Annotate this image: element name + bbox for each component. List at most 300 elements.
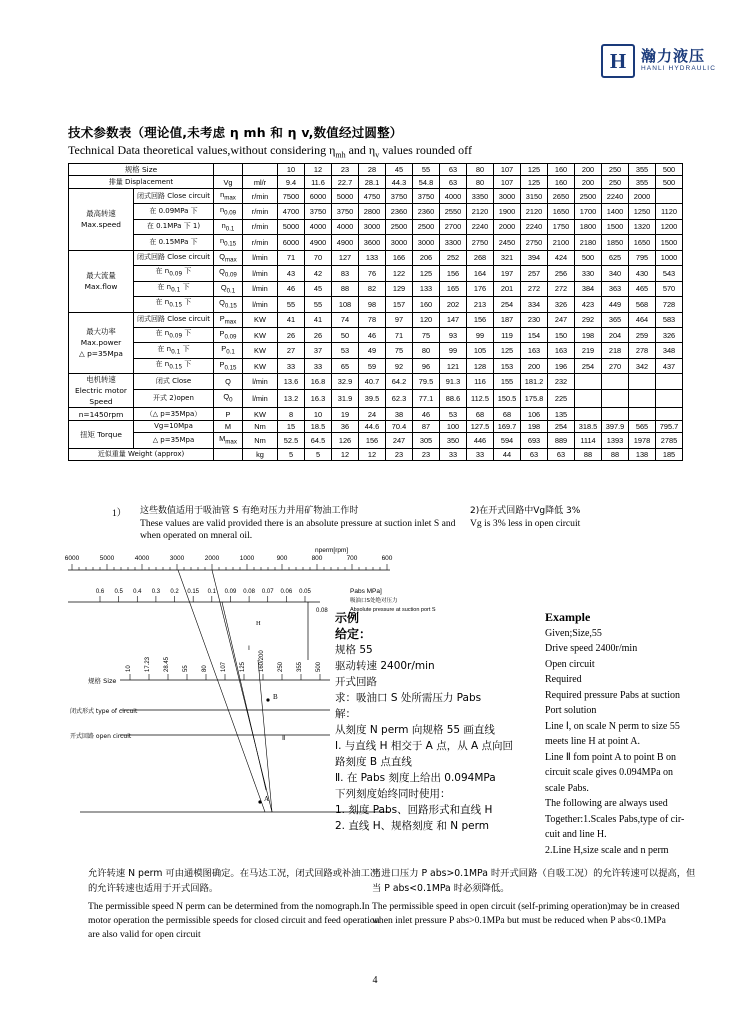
svg-text:H: H bbox=[256, 620, 261, 627]
table-cell: 150 bbox=[548, 328, 575, 343]
table-cell: 2450 bbox=[494, 235, 521, 250]
table-cell: 33 bbox=[278, 358, 305, 373]
table-cell: 181.2 bbox=[521, 374, 548, 389]
table-cell: 5 bbox=[278, 448, 305, 460]
row-symbol: $Q_0$ bbox=[214, 389, 243, 408]
table-cell: 1750 bbox=[548, 219, 575, 234]
table-cell: 1400 bbox=[602, 204, 629, 219]
table-cell: 254 bbox=[494, 297, 521, 312]
table-header-row bbox=[69, 164, 683, 176]
row-label: 闭式回路 Close circuit bbox=[134, 312, 214, 327]
table-cell: 326 bbox=[548, 297, 575, 312]
table-cell: 201 bbox=[494, 281, 521, 296]
table-cell: 80 bbox=[413, 343, 440, 358]
row-unit: r/min bbox=[243, 219, 278, 234]
table-cell: 218 bbox=[602, 343, 629, 358]
svg-text:0.05: 0.05 bbox=[299, 589, 311, 595]
header-size-355: 355 bbox=[629, 164, 656, 176]
table-cell: 1900 bbox=[494, 204, 521, 219]
header-size-28: 28 bbox=[359, 164, 386, 176]
table-cell: 8 bbox=[278, 408, 305, 420]
table-cell: 156 bbox=[440, 266, 467, 281]
table-cell: 247 bbox=[386, 433, 413, 448]
table-cell: 163 bbox=[521, 343, 548, 358]
table-cell: 71 bbox=[386, 328, 413, 343]
table-cell: 32.9 bbox=[332, 374, 359, 389]
table-cell: 99 bbox=[467, 328, 494, 343]
table-cell: 112.5 bbox=[467, 389, 494, 408]
table-cell: 1120 bbox=[656, 204, 683, 219]
table-cell: 100 bbox=[440, 420, 467, 432]
table-cell: 97 bbox=[386, 312, 413, 327]
row-symbol: $Q_{0.1}$ bbox=[214, 281, 243, 296]
table-cell: 26 bbox=[305, 328, 332, 343]
table-cell: 122 bbox=[386, 266, 413, 281]
table-cell: 126 bbox=[332, 433, 359, 448]
table-row bbox=[69, 235, 683, 250]
table-cell: 568 bbox=[629, 297, 656, 312]
table-row bbox=[69, 408, 683, 420]
table-cell: 74 bbox=[332, 312, 359, 327]
text-line: Ⅰ. 与直线 H 相交于 A 点，从 A 点向回 bbox=[335, 740, 514, 752]
table-cell: 154 bbox=[521, 328, 548, 343]
table-cell: 39.5 bbox=[359, 389, 386, 408]
svg-text:B: B bbox=[273, 693, 278, 701]
title-english bbox=[68, 143, 688, 159]
table-cell: 1650 bbox=[548, 204, 575, 219]
table-cell: 71 bbox=[278, 250, 305, 265]
text-line: Required pressure Pabs at suction bbox=[545, 689, 680, 701]
table-cell bbox=[602, 389, 629, 408]
table-cell: 693 bbox=[521, 433, 548, 448]
table-cell: 15 bbox=[278, 420, 305, 432]
text-line: 开式回路 bbox=[335, 676, 377, 688]
svg-text:6000: 6000 bbox=[64, 555, 80, 562]
table-cell: 889 bbox=[548, 433, 575, 448]
table-cell: 26 bbox=[278, 328, 305, 343]
row-unit: KW bbox=[243, 343, 278, 358]
header-unit bbox=[243, 164, 278, 176]
svg-text:5000: 5000 bbox=[99, 555, 115, 562]
table-cell: 795.7 bbox=[656, 420, 683, 432]
table-cell: 363 bbox=[602, 281, 629, 296]
table-cell: 423 bbox=[575, 297, 602, 312]
table-cell: 44 bbox=[494, 448, 521, 460]
table-cell: 430 bbox=[629, 266, 656, 281]
table-cell: 254 bbox=[548, 420, 575, 432]
table-cell: 133 bbox=[413, 281, 440, 296]
table-cell: 78 bbox=[359, 312, 386, 327]
table-cell bbox=[602, 408, 629, 420]
table-cell: 197 bbox=[494, 266, 521, 281]
example-cn-solution bbox=[335, 722, 525, 786]
table-cell: 138 bbox=[629, 448, 656, 460]
table-cell bbox=[656, 188, 683, 203]
example-cn-solution-head: 解： bbox=[335, 708, 356, 720]
table-cell: 163 bbox=[548, 343, 575, 358]
table-row bbox=[69, 389, 683, 408]
table-cell: 465 bbox=[629, 281, 656, 296]
svg-text:10: 10 bbox=[126, 665, 132, 672]
table-cell: 49 bbox=[359, 343, 386, 358]
title-en-pre: Technical Data theoretical values,without considering η bbox=[68, 143, 336, 157]
row-symbol: $M_{max}$ bbox=[214, 433, 243, 448]
row-symbol: $Q_{0.15}$ bbox=[214, 297, 243, 312]
row-label: 在 $n_{0.09}$ 下 bbox=[134, 266, 214, 281]
table-cell: 33 bbox=[440, 448, 467, 460]
table-cell: 1978 bbox=[629, 433, 656, 448]
table-cell: 147 bbox=[440, 312, 467, 327]
svg-text:0.07: 0.07 bbox=[261, 589, 274, 595]
logo-name-en: HANLI HYDRAULIC bbox=[640, 65, 716, 73]
table-cell: 70 bbox=[305, 250, 332, 265]
table-cell: 350 bbox=[440, 433, 467, 448]
table-row bbox=[69, 328, 683, 343]
bottom-left-en: The permissible speed N perm can be determined from the nomograph.In motor operation the permissible speeds for closed circuit and feed operation are also valid for open circuit bbox=[88, 901, 380, 940]
svg-text:355: 355 bbox=[297, 661, 303, 672]
table-cell: 165 bbox=[440, 281, 467, 296]
table-cell: 2650 bbox=[548, 188, 575, 203]
table-cell: 3350 bbox=[467, 188, 494, 203]
table-cell: 2800 bbox=[359, 204, 386, 219]
table-cell: 278 bbox=[629, 343, 656, 358]
table-cell: 45 bbox=[305, 281, 332, 296]
row-group-label: 最大流量 Max.flow bbox=[69, 250, 134, 312]
table-cell: 93 bbox=[440, 328, 467, 343]
footnote-left-cn: 这些数值适用于吸油管 S 有绝对压力并用矿物油工作时 bbox=[140, 506, 359, 516]
row-symbol: $P_{max}$ bbox=[214, 312, 243, 327]
table-cell: 65 bbox=[332, 358, 359, 373]
table-cell: 2240 bbox=[467, 219, 494, 234]
table-cell: 3750 bbox=[413, 188, 440, 203]
svg-text:开式回路 open circuit: 开式回路 open circuit bbox=[70, 733, 132, 740]
table-cell: 50 bbox=[332, 328, 359, 343]
table-cell: 2120 bbox=[521, 204, 548, 219]
table-cell: 63 bbox=[548, 448, 575, 460]
table-cell: 41 bbox=[278, 312, 305, 327]
table-cell bbox=[656, 408, 683, 420]
example-english bbox=[545, 610, 720, 858]
row-label: 闭式回路 Close circuit bbox=[134, 250, 214, 265]
svg-text:0.08: 0.08 bbox=[243, 589, 255, 595]
row-group-label: 最大功率 Max.power △ p=35Mpa bbox=[69, 312, 134, 374]
table-row bbox=[69, 297, 683, 312]
table-cell: 1500 bbox=[656, 235, 683, 250]
row-unit: KW bbox=[243, 358, 278, 373]
page-title bbox=[68, 123, 688, 159]
svg-text:1000: 1000 bbox=[239, 555, 255, 562]
example-cn-given-head: 给定： bbox=[335, 627, 372, 641]
row-label: 开式 2)open bbox=[134, 389, 214, 408]
table-cell: 449 bbox=[602, 297, 629, 312]
bottom-left-cn: 允许转速 N perm 可由通模图确定。在马达工况，闭式回路或补油工况的允许转速也适用于开式回路。 bbox=[88, 868, 380, 894]
table-cell: 2700 bbox=[440, 219, 467, 234]
bottom-right-cn: 当进口压力 P abs>0.1MPa 时开式回路（自吸工况）的允许转速可以提高，但当 P abs<0.1MPa 时必须降低。 bbox=[372, 868, 696, 894]
row-label: Vg=10Mpa bbox=[134, 420, 214, 432]
table-cell: 256 bbox=[548, 266, 575, 281]
svg-text:2000: 2000 bbox=[204, 555, 220, 562]
table-cell: 318.5 bbox=[575, 420, 602, 432]
row-label: 排量 Displacement bbox=[69, 176, 214, 188]
row-label: 闭式 Close bbox=[134, 374, 214, 389]
header-size-107: 107 bbox=[494, 164, 521, 176]
table-cell: 27 bbox=[278, 343, 305, 358]
text-line: 驱动转速 2400r/min bbox=[335, 660, 435, 672]
table-cell: 7500 bbox=[278, 188, 305, 203]
table-cell: 594 bbox=[494, 433, 521, 448]
table-cell: 99 bbox=[440, 343, 467, 358]
bottom-right-en: The permissible speed in open circuit (self-priming operation)may be in creased when inlet pressure P abs>0.1MPa but must be reduced when P abs<0.1MPa bbox=[372, 901, 680, 926]
footnote-index: 1） bbox=[112, 508, 127, 519]
table-cell: 156 bbox=[359, 433, 386, 448]
header-size-55: 55 bbox=[413, 164, 440, 176]
table-cell: 1250 bbox=[629, 204, 656, 219]
table-cell: 18.5 bbox=[305, 420, 332, 432]
table-cell bbox=[575, 374, 602, 389]
table-row bbox=[69, 358, 683, 373]
table-cell: 570 bbox=[656, 281, 683, 296]
table-cell: 11.6 bbox=[305, 176, 332, 188]
table-cell: 204 bbox=[602, 328, 629, 343]
table-cell: 88.6 bbox=[440, 389, 467, 408]
table-cell: 46 bbox=[278, 281, 305, 296]
table-cell: 2180 bbox=[575, 235, 602, 250]
table-cell: 185 bbox=[656, 448, 683, 460]
table-cell: 5000 bbox=[278, 219, 305, 234]
svg-text:800: 800 bbox=[311, 555, 323, 562]
row-unit: l/min bbox=[243, 250, 278, 265]
table-cell: 160 bbox=[548, 176, 575, 188]
table-cell: 2500 bbox=[413, 219, 440, 234]
row-label: 近似重量 Weight (approx) bbox=[69, 448, 214, 460]
table-cell: 334 bbox=[521, 297, 548, 312]
table-cell: 3000 bbox=[494, 188, 521, 203]
table-cell: 500 bbox=[656, 176, 683, 188]
table-cell: 202 bbox=[440, 297, 467, 312]
header-size-200: 200 bbox=[575, 164, 602, 176]
table-cell: 292 bbox=[575, 312, 602, 327]
table-cell: 3750 bbox=[332, 204, 359, 219]
table-cell: 3000 bbox=[359, 219, 386, 234]
table-cell: 63 bbox=[521, 448, 548, 460]
table-cell: 2240 bbox=[521, 219, 548, 234]
header-size-45: 45 bbox=[386, 164, 413, 176]
table-cell: 87 bbox=[413, 420, 440, 432]
table-cell: 272 bbox=[521, 281, 548, 296]
table-cell: 119 bbox=[494, 328, 521, 343]
example-cn-title: 示例 bbox=[335, 611, 360, 625]
table-cell: 22.7 bbox=[332, 176, 359, 188]
row-unit: l/min bbox=[243, 266, 278, 281]
table-cell: 64.2 bbox=[386, 374, 413, 389]
table-cell: 36 bbox=[332, 420, 359, 432]
text-line: Ⅱ. 在 Pabs 刻度上给出 0.094MPa bbox=[335, 772, 496, 784]
row-unit: kg bbox=[243, 448, 278, 460]
table-cell: 250 bbox=[602, 176, 629, 188]
table-cell: 4000 bbox=[440, 188, 467, 203]
svg-text:55: 55 bbox=[183, 665, 189, 672]
table-cell: 153 bbox=[494, 358, 521, 373]
table-cell: 70.4 bbox=[386, 420, 413, 432]
table-cell: 268 bbox=[467, 250, 494, 265]
example-cn-required: 求：吸油口 S 处所需压力 Pabs bbox=[335, 692, 482, 704]
table-cell: 98 bbox=[359, 297, 386, 312]
svg-text:0.06: 0.06 bbox=[280, 589, 293, 595]
table-cell: 437 bbox=[656, 358, 683, 373]
table-cell: 82 bbox=[359, 281, 386, 296]
header-size-80: 80 bbox=[467, 164, 494, 176]
table-cell: 59 bbox=[359, 358, 386, 373]
table-cell: 1850 bbox=[602, 235, 629, 250]
table-row bbox=[69, 281, 683, 296]
table-cell: 252 bbox=[440, 250, 467, 265]
table-cell: 3750 bbox=[305, 204, 332, 219]
table-cell: 365 bbox=[602, 312, 629, 327]
table-cell: 107 bbox=[494, 176, 521, 188]
table-cell: 225 bbox=[548, 389, 575, 408]
table-row bbox=[69, 448, 683, 460]
table-cell: 40.7 bbox=[359, 374, 386, 389]
row-unit: l/min bbox=[243, 374, 278, 389]
table-cell: 10 bbox=[305, 408, 332, 420]
table-cell: 44.6 bbox=[359, 420, 386, 432]
table-cell: 230 bbox=[521, 312, 548, 327]
table-cell: 1650 bbox=[629, 235, 656, 250]
row-unit: KW bbox=[243, 312, 278, 327]
table-cell: 257 bbox=[521, 266, 548, 281]
text-line: Given;Size,55 bbox=[545, 627, 602, 639]
table-cell: 1320 bbox=[629, 219, 656, 234]
text-line: 从刻度 N perm 向规格 55 画直线 bbox=[335, 724, 495, 736]
table-cell: 43 bbox=[278, 266, 305, 281]
header-size-250: 250 bbox=[602, 164, 629, 176]
title-en-sub2: v bbox=[375, 150, 380, 160]
table-cell: 270 bbox=[602, 358, 629, 373]
table-cell: 108 bbox=[332, 297, 359, 312]
table-cell: 196 bbox=[548, 358, 575, 373]
title-en-post: values rounded off bbox=[379, 143, 472, 157]
row-group-label: 扭矩 Torque bbox=[69, 420, 134, 448]
table-cell: 583 bbox=[656, 312, 683, 327]
table-cell: 4750 bbox=[359, 188, 386, 203]
table-cell: 625 bbox=[602, 250, 629, 265]
text-line: meets line H at point A. bbox=[545, 736, 640, 747]
table-row bbox=[69, 188, 683, 203]
footnote-right bbox=[470, 505, 700, 530]
table-cell: 169.7 bbox=[494, 420, 521, 432]
header-size-23: 23 bbox=[332, 164, 359, 176]
title-en-mid: and η bbox=[345, 143, 376, 157]
table-cell: 187 bbox=[494, 312, 521, 327]
svg-text:Ⅱ: Ⅱ bbox=[282, 735, 286, 742]
svg-text:600: 600 bbox=[381, 555, 393, 562]
table-cell: 2500 bbox=[575, 188, 602, 203]
row-unit: l/min bbox=[243, 389, 278, 408]
header-symbol bbox=[214, 164, 243, 176]
row-symbol: $P_{0.15}$ bbox=[214, 358, 243, 373]
svg-text:0.3: 0.3 bbox=[151, 589, 161, 595]
row-unit: Nm bbox=[243, 433, 278, 448]
table-cell: 3750 bbox=[386, 188, 413, 203]
text-line: Required bbox=[545, 674, 582, 685]
table-cell: 259 bbox=[629, 328, 656, 343]
row-label: 在 $n_{0.1}$ 下 bbox=[134, 281, 214, 296]
footnote-left-en: These values are valid provided there is an absolute pressure at suction inlet S and when operated on mneral oil. bbox=[140, 517, 456, 541]
table-cell: 219 bbox=[575, 343, 602, 358]
table-cell: 1500 bbox=[602, 219, 629, 234]
table-cell: 3000 bbox=[413, 235, 440, 250]
table-cell: 2360 bbox=[413, 204, 440, 219]
example-en-title: Example bbox=[545, 610, 591, 624]
svg-text:规格 Size: 规格 Size bbox=[88, 677, 117, 685]
row-label: 闭式回路 Close circuit bbox=[134, 188, 214, 203]
table-cell: 13.2 bbox=[278, 389, 305, 408]
row-symbol: Vg bbox=[214, 176, 243, 188]
table-cell: 133 bbox=[359, 250, 386, 265]
table-row bbox=[69, 176, 683, 188]
table-cell: 55 bbox=[278, 297, 305, 312]
table-cell: 16.8 bbox=[305, 374, 332, 389]
row-label: 在 0.09MPa 下 bbox=[134, 204, 214, 219]
svg-text:17.23: 17.23 bbox=[145, 656, 151, 672]
table-row bbox=[69, 204, 683, 219]
table-cell: 2000 bbox=[494, 219, 521, 234]
row-unit: r/min bbox=[243, 188, 278, 203]
svg-text:Ⅰ: Ⅰ bbox=[248, 645, 250, 652]
table-cell: 63 bbox=[440, 176, 467, 188]
table-cell: 2000 bbox=[629, 188, 656, 203]
table-cell: 79.5 bbox=[413, 374, 440, 389]
table-cell: 116 bbox=[467, 374, 494, 389]
example-en-lines bbox=[545, 626, 720, 859]
table-cell: 105 bbox=[467, 343, 494, 358]
text-line: 1. 刻度 Pabs、回路形式和直线 H bbox=[335, 804, 493, 816]
logo-mark-icon: H bbox=[601, 44, 635, 78]
table-cell: 3150 bbox=[521, 188, 548, 203]
table-cell: 2785 bbox=[656, 433, 683, 448]
table-cell bbox=[629, 374, 656, 389]
table-cell: 92 bbox=[386, 358, 413, 373]
row-unit: KW bbox=[243, 328, 278, 343]
table-cell: 543 bbox=[656, 266, 683, 281]
table-cell: 200 bbox=[575, 176, 602, 188]
row-symbol: Q bbox=[214, 374, 243, 389]
table-cell: 272 bbox=[548, 281, 575, 296]
table-cell: 128 bbox=[467, 358, 494, 373]
table-cell: 254 bbox=[575, 358, 602, 373]
text-line: 2.Line H,size scale and n perm bbox=[545, 844, 669, 856]
table-row bbox=[69, 343, 683, 358]
table-cell: 135 bbox=[548, 408, 575, 420]
table-cell: 13.6 bbox=[278, 374, 305, 389]
text-line: Line Ⅰ, on scale N perm to size 55 bbox=[545, 720, 680, 732]
table-cell: 3300 bbox=[440, 235, 467, 250]
table-cell: 160 bbox=[413, 297, 440, 312]
company-logo bbox=[601, 44, 716, 78]
table-cell: 164 bbox=[467, 266, 494, 281]
footnote-right-en: Vg is 3% less in open circuit bbox=[470, 517, 581, 529]
table-cell: 330 bbox=[575, 266, 602, 281]
table-cell: 28.1 bbox=[359, 176, 386, 188]
table-row bbox=[69, 420, 683, 432]
text-line: The following are always used bbox=[545, 798, 668, 809]
text-line: 规格 55 bbox=[335, 644, 373, 656]
table-cell bbox=[575, 389, 602, 408]
table-cell: 9.4 bbox=[278, 176, 305, 188]
table-cell: 397.9 bbox=[602, 420, 629, 432]
table-cell: 1000 bbox=[656, 250, 683, 265]
table-cell: 24 bbox=[359, 408, 386, 420]
